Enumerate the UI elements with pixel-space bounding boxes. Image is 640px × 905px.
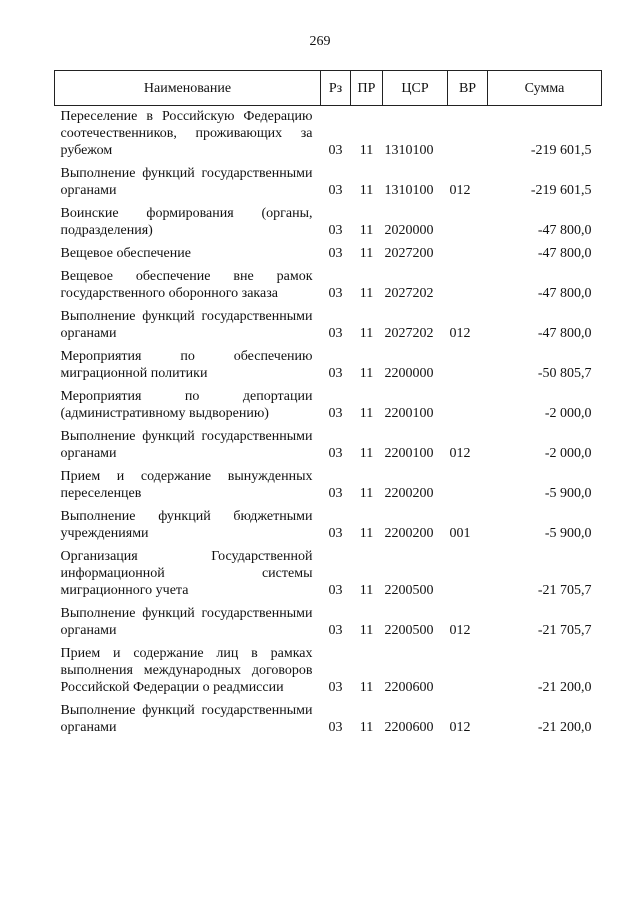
cell-sum: -21 705,7 <box>537 583 592 598</box>
cell-pr: 11 <box>359 623 374 638</box>
cell-sum: -47 800,0 <box>537 326 592 341</box>
cell-vr <box>448 548 488 605</box>
cell-csr: 2200000 <box>384 366 434 381</box>
cell-rz: 03 <box>328 680 343 695</box>
header-sum: Сумма <box>488 71 602 106</box>
header-rz: Рз <box>321 71 351 106</box>
cell-vr: 012 <box>449 326 471 341</box>
cell-sum: -21 705,7 <box>537 623 592 638</box>
cell-name: Вещевое обеспечение вне рамок государственного оборонного заказа <box>60 269 313 301</box>
cell-vr: 001 <box>449 526 471 541</box>
cell-rz: 03 <box>328 286 343 301</box>
cell-vr <box>448 268 488 308</box>
cell-pr: 11 <box>359 246 374 261</box>
cell-pr: 11 <box>359 406 374 421</box>
cell-name: Выполнение функций государственными органами <box>60 309 313 341</box>
cell-vr: 012 <box>449 183 471 198</box>
table-row <box>55 548 602 605</box>
cell-pr: 11 <box>359 486 374 501</box>
cell-csr: 2200600 <box>384 720 434 735</box>
cell-sum: -2 000,0 <box>544 406 592 421</box>
cell-csr: 2200200 <box>384 526 434 541</box>
table-row <box>55 165 602 205</box>
cell-csr: 2200600 <box>384 680 434 695</box>
cell-vr <box>448 205 488 245</box>
cell-name: Мероприятия по обеспечению миграционной политики <box>60 349 313 381</box>
cell-name: Мероприятия по депортации (административному выдворению) <box>60 389 313 421</box>
cell-rz: 03 <box>328 446 343 461</box>
cell-vr <box>448 348 488 388</box>
table-body <box>55 106 602 743</box>
cell-pr: 11 <box>359 143 374 158</box>
cell-sum: -21 200,0 <box>537 720 592 735</box>
cell-rz: 03 <box>328 526 343 541</box>
cell-pr: 11 <box>359 526 374 541</box>
budget-table <box>54 70 602 742</box>
cell-pr: 11 <box>359 446 374 461</box>
cell-rz: 03 <box>328 326 343 341</box>
table-row <box>55 348 602 388</box>
cell-name: Выполнение функций бюджетными учреждениями <box>60 509 313 541</box>
cell-vr <box>448 645 488 702</box>
table-row <box>55 428 602 468</box>
cell-pr: 11 <box>359 223 374 238</box>
table-row <box>55 388 602 428</box>
cell-rz: 03 <box>328 623 343 638</box>
table-row <box>55 205 602 245</box>
cell-name: Выполнение функций государственными органами <box>60 606 313 638</box>
cell-name: Организация Государственной информационной системы миграционного учета <box>60 549 313 598</box>
cell-csr: 2027200 <box>384 246 434 261</box>
table-row <box>55 268 602 308</box>
cell-sum: -50 805,7 <box>537 366 592 381</box>
cell-name: Вещевое обеспечение <box>60 246 191 261</box>
cell-name: Переселение в Российскую Федерацию соотечественников, проживающих за рубежом <box>60 109 313 158</box>
cell-sum: -5 900,0 <box>544 486 592 501</box>
cell-csr: 2200200 <box>384 486 434 501</box>
cell-rz: 03 <box>328 583 343 598</box>
header-csr: ЦСР <box>383 71 448 106</box>
cell-pr: 11 <box>359 680 374 695</box>
cell-pr: 11 <box>359 720 374 735</box>
cell-sum: -47 800,0 <box>537 223 592 238</box>
cell-csr: 2027202 <box>384 286 434 301</box>
cell-sum: -219 601,5 <box>530 143 592 158</box>
cell-csr: 2200500 <box>384 623 434 638</box>
cell-vr <box>448 245 488 268</box>
table-row <box>55 605 602 645</box>
table-row <box>55 106 602 166</box>
table-row <box>55 702 602 742</box>
cell-vr <box>448 468 488 508</box>
cell-csr: 2200500 <box>384 583 434 598</box>
cell-sum: -47 800,0 <box>537 286 592 301</box>
cell-rz: 03 <box>328 143 343 158</box>
cell-rz: 03 <box>328 246 343 261</box>
cell-name: Воинские формирования (органы, подразделения) <box>60 206 313 238</box>
header-vr: ВР <box>448 71 488 106</box>
cell-rz: 03 <box>328 183 343 198</box>
table-row <box>55 245 602 268</box>
table-row <box>55 508 602 548</box>
page-number: 269 <box>309 34 331 49</box>
cell-csr: 1310100 <box>384 143 434 158</box>
cell-csr: 2027202 <box>384 326 434 341</box>
cell-rz: 03 <box>328 406 343 421</box>
cell-pr: 11 <box>359 183 374 198</box>
cell-csr: 2200100 <box>384 446 434 461</box>
cell-vr: 012 <box>449 446 471 461</box>
cell-csr: 2020000 <box>384 223 434 238</box>
cell-vr: 012 <box>449 623 471 638</box>
cell-pr: 11 <box>359 326 374 341</box>
cell-name: Выполнение функций государственными органами <box>60 429 313 461</box>
cell-name: Прием и содержание вынужденных переселенцев <box>60 469 313 501</box>
cell-name: Выполнение функций государственными органами <box>60 703 313 735</box>
table-row <box>55 645 602 702</box>
cell-csr: 1310100 <box>384 183 434 198</box>
cell-rz: 03 <box>328 720 343 735</box>
cell-sum: -5 900,0 <box>544 526 592 541</box>
cell-pr: 11 <box>359 286 374 301</box>
cell-csr: 2200100 <box>384 406 434 421</box>
header-name: Наименование <box>55 71 321 106</box>
cell-rz: 03 <box>328 366 343 381</box>
cell-vr: 012 <box>449 720 471 735</box>
cell-rz: 03 <box>328 486 343 501</box>
cell-name: Прием и содержание лиц в рамках выполнения международных договоров Российской Федерации о реадмиссии <box>60 646 313 695</box>
cell-pr: 11 <box>359 366 374 381</box>
cell-sum: -2 000,0 <box>544 446 592 461</box>
cell-sum: -47 800,0 <box>537 246 592 261</box>
cell-sum: -219 601,5 <box>530 183 592 198</box>
cell-pr: 11 <box>359 583 374 598</box>
table-header <box>55 71 602 106</box>
cell-vr <box>448 388 488 428</box>
cell-vr <box>448 106 488 166</box>
cell-sum: -21 200,0 <box>537 680 592 695</box>
header-pr: ПР <box>351 71 383 106</box>
table-row <box>55 308 602 348</box>
cell-rz: 03 <box>328 223 343 238</box>
table-row <box>55 468 602 508</box>
cell-name: Выполнение функций государственными органами <box>60 166 313 198</box>
